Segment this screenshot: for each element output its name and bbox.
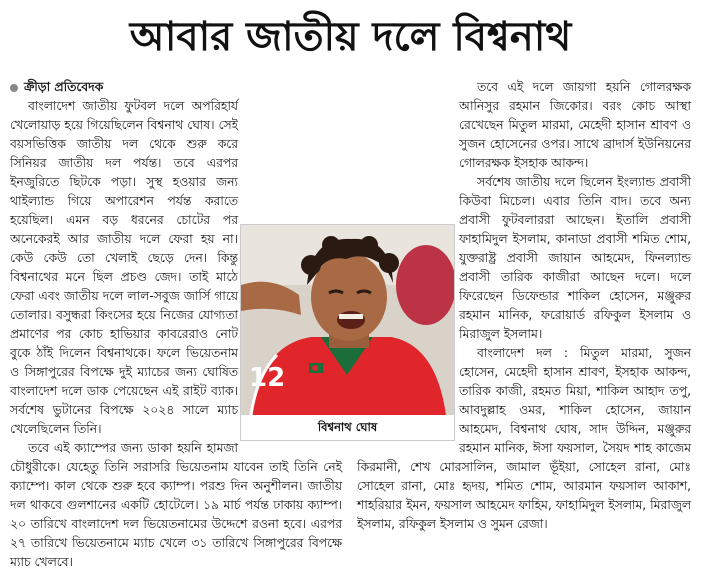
article-paragraph: বাংলাদেশ দল : মিতুল মারমা, সুজন হোসেন, মেহেদী হাসান শ্রাবণ, ইসহাক আকন্দ, তারিক কাজী, রহমত মিয়া, শাকিল আহাদ তপু, আবদুল্লাহ ওমর, শাকিল হোসেন, জায়ান আহমেদ, বিশ্বনাথ ঘোষ, সাদ উদ্দিন, মঞ্জুরুর রহমান মানিক, ঈসা ফয়সাল, সৈয়দ শাহ কাজেম কিরমানী, শেখ মোরসালিন, জামাল ভূঁইয়া, সোহেল রানা, মোঃ সোহেল রানা, মোঃ হৃদয়, শমিত শোম, আরমান ফয়সাল আকাশ, শাহরিয়ার ইমন, ফয়সাল আহমেদ ফাহিম, ফাহামিদুল ইসলাম, মিরাজুল ইসলাম, রফিকুল ইসলাম ও সুমন রেজা। — [357, 346, 691, 531]
article-paragraph: বাংলাদেশ জাতীয় ফুটবল দলে অপরিহার্য খেলোয়াড় হয়ে গিয়েছিলেন বিশ্বনাথ ঘোষ। সেই বয়সভিত্তিক জাতীয় দল থেকে শুরু করে সিনিয়র জাতীয় দল পর্যন্ত। তবে এরপর ইনজুরিতে ছিটকে পড়া। সুস্থ হওয়ার জন্য থাইল্যান্ড গিয়ে অপারেশন পর্যন্ত করাতে হয়েছিল। এমন বড় ধরনের চোটের পর অনেকেরই আর জাতীয় দলে ফেরা হয় না। কেউ কেউ তো খেলাই ছেড়ে দেন। কিন্তু বিশ্বনাথের মনে ছিল প্রচণ্ড জেদ। তাই মাঠে ফেরা এবং জাতীয় দলে লাল-সবুজ জার্সি গায়ে তোলার। বসুন্ধরা কিংসের হয়ে নিজের যোগ্যতা প্রমাণের পর কোচ হাভিয়ার কাবরেরাও নোট বুকে ঠাঁই দিলেন বিশ্বনাথকে। ফলে ভিয়েতনাম ও সিঙ্গাপুরের বিপক্ষে দুই ম্যাচের জন্য ঘোষিত বাংলাদেশ দলে ডাক পেয়েছেন এই রাইট ব্যাক। সর্বশেষ ভুটানের বিপক্ষে ২০২৪ সালে ম্যাচ খেলেছিলেন তিনি। — [10, 99, 238, 436]
article-paragraph: তবে এই ক্যাম্পের জন্য ডাকা হয়নি হামজা চৌধুরীকে। যেহেতু তিনি সরাসরি ভিয়েতনাম যাবেন তাই তিনি নেই ক্যাম্পে। কাল থেকে শুরু হবে ক্যাম্প। পরশু দিন অনুশীলন। জাতীয় দল থাকবে গুলশানের একটি হোটেলে। ১৯ মার্চ পর্যন্ত ঢাকায় ক্যাম্প। ২০ তারিখে বাংলাদেশ দল ভিয়েতনামের উদ্দেশে রওনা হবে। এরপর ২৭ তারিখে ভিয়েতনামে ম্যাচ খেলে ৩১ তারিখে সিঙ্গাপুরের বিপক্ষে ম্যাচ খেলবে। — [10, 441, 342, 569]
player-photo-frame — [240, 224, 455, 441]
photo-caption: বিশ্বনাথ ঘোষ — [317, 420, 378, 434]
byline-text: ক্রীড়া প্রতিবেদক — [24, 80, 104, 94]
headline: আবার জাতীয় দলে বিশ্বনাথ — [129, 13, 572, 60]
article-paragraph: তবে এই দলে জায়গা হয়নি গোলরক্ষক আনিসুর রহমান জিকোর। বরং কোচ আস্থা রেখেছেন মিতুল মারমা, মেহেদী হাসান শ্রাবণ ও সুজন হোসেনের ওপর। সাথে ব্রাদার্স ইউনিয়নের গোলরক্ষক ইসহাক আকন্দ। — [459, 80, 691, 170]
article-paragraph: সর্বশেষ জাতীয় দলে ছিলেন ইংল্যান্ড প্রবাসী কিউবা মিচেল। এবার তিনি বাদ। তবে অন্য প্রবাসী ফুটবলাররা আছেন। ইতালি প্রবাসী ফাহামিদুল ইসলাম, কানাডা প্রবাসী শমিত শোম, যুক্তরাষ্ট্র প্রবাসী জায়ান আহমেদ, ফিনল্যান্ড প্রবাসী তারিক কাজীরা আছেন দলে। দলে ফিরেছেন ডিফেন্ডার শাকিল হোসেন, মঞ্জুরুর রহমান মানিক, ফরোয়ার্ড রফিকুল ইসলাম ও মিরাজুল ইসলাম। — [459, 175, 691, 341]
byline — [10, 78, 342, 97]
jersey-number: 12 — [249, 363, 286, 393]
player-photo — [241, 225, 454, 415]
bullet-icon — [10, 84, 18, 92]
